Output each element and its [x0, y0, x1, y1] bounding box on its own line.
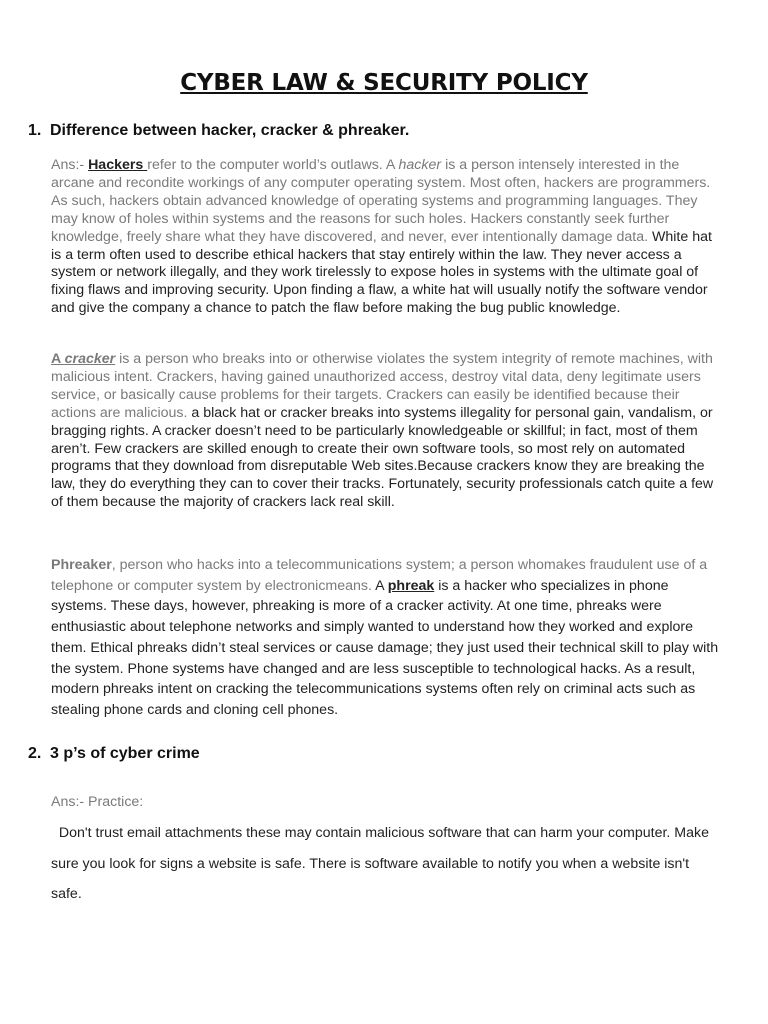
section-2-heading — [28, 745, 200, 763]
phreaker-paragraph — [51, 555, 723, 721]
cracker-text-1: is a person who breaks into or otherwise violates the system integrity of remote machines, with malicious intent. Crackers, having gained unauthorized access, destroy vital data, deny legitimate users service, or basically cause problems for their targets. Crackers can easily be identified because their actions are malicious. — [51, 351, 713, 421]
section-1-number: 1. — [28, 122, 42, 139]
hacker-italic-term: hacker — [398, 157, 442, 173]
page-title: CYBER LAW & SECURITY POLICY — [180, 70, 588, 96]
cracker-a: A — [51, 351, 65, 367]
section-1-heading — [28, 122, 409, 140]
cracker-paragraph — [51, 351, 723, 512]
ans-prefix: Ans:- — [51, 157, 89, 173]
practice-paragraph: Don't trust email attachments these may contain malicious software that can harm your computer. Make sure you look for signs a website is safe. There is software available to notify you when a website isn't safe. — [51, 825, 713, 902]
phreaker-text-1: , person who hacks into a telecommunications system; a person whomakes fraudulent use of a telephone or computer system by electronicmeans. — [51, 557, 708, 594]
phreak-term: phreak — [387, 577, 435, 594]
phreaker-text-2: is a hacker who specializes in phone systems. These days, however, phreaking is more of a cracker activity. At one time, phreaks were enthusiastic about telephone networks and simply wanted to understand how they worked and explore them. Ethical phreaks didn’t steal services or cause damage; they just used their technical skill to play with the system. Phone systems have changed and are less susceptible to technological hacks. As a result, modern phreaks intent on cracking the telecommunications systems often rely on criminal acts such as stealing phone cards and cloning cell phones. — [51, 577, 719, 718]
section-2-heading-text: 3 p’s of cyber crime — [50, 745, 200, 762]
hackers-text-1: refer to the computer world’s outlaws. A — [147, 157, 399, 173]
practice-ans-line: Ans:- Practice: — [51, 794, 144, 810]
section-1-heading-text: Difference between hacker, cracker & phreaker. — [50, 122, 410, 139]
phreaker-term: Phreaker — [51, 557, 112, 573]
phreak-a: A — [375, 577, 388, 594]
black-hat-text: a black hat or cracker breaks into systems illegality for personal gain, vandalism, or bragging rights. A cracker doesn’t need to be particularly knowledgeable or skillful; in fact, most of them aren’t. Few crackers are skilled enough to create their own software tools, so most rely on automated programs that they download from disreputable Web sites.Because crackers know they are breaking the law, they do everything they can to cover their tracks. Fortunately, security professionals catch quite a few of them because the majority of crackers lack real skill. — [51, 404, 714, 511]
cracker-term: cracker — [64, 351, 116, 367]
hackers-text-2: is a person intensely interested in the arcane and recondite workings of any computer operating system. Most often, hackers are programmers. As such, hackers obtain advanced knowledge of operating systems and programming languages. They may know of holes within systems and the reasons for such holes. Hackers constantly seek further knowledge, freely share what they have discovered, and never, ever intentionally damage data. — [51, 157, 711, 245]
section-2-number: 2. — [28, 745, 42, 762]
hackers-paragraph — [51, 157, 723, 318]
hackers-term: Hackers — [88, 157, 148, 173]
white-hat-text: White hat is a term often used to describe ethical hackers that stay entirely within the law. They never access a system or network illegally, and they work tirelessly to expose holes in systems with the ultimate goal of fixing flaws and improving security. Upon finding a flaw, a white hat will usually notify the software vendor and give the company a chance to patch the flaw before making the bug public knowledge. — [51, 228, 712, 317]
